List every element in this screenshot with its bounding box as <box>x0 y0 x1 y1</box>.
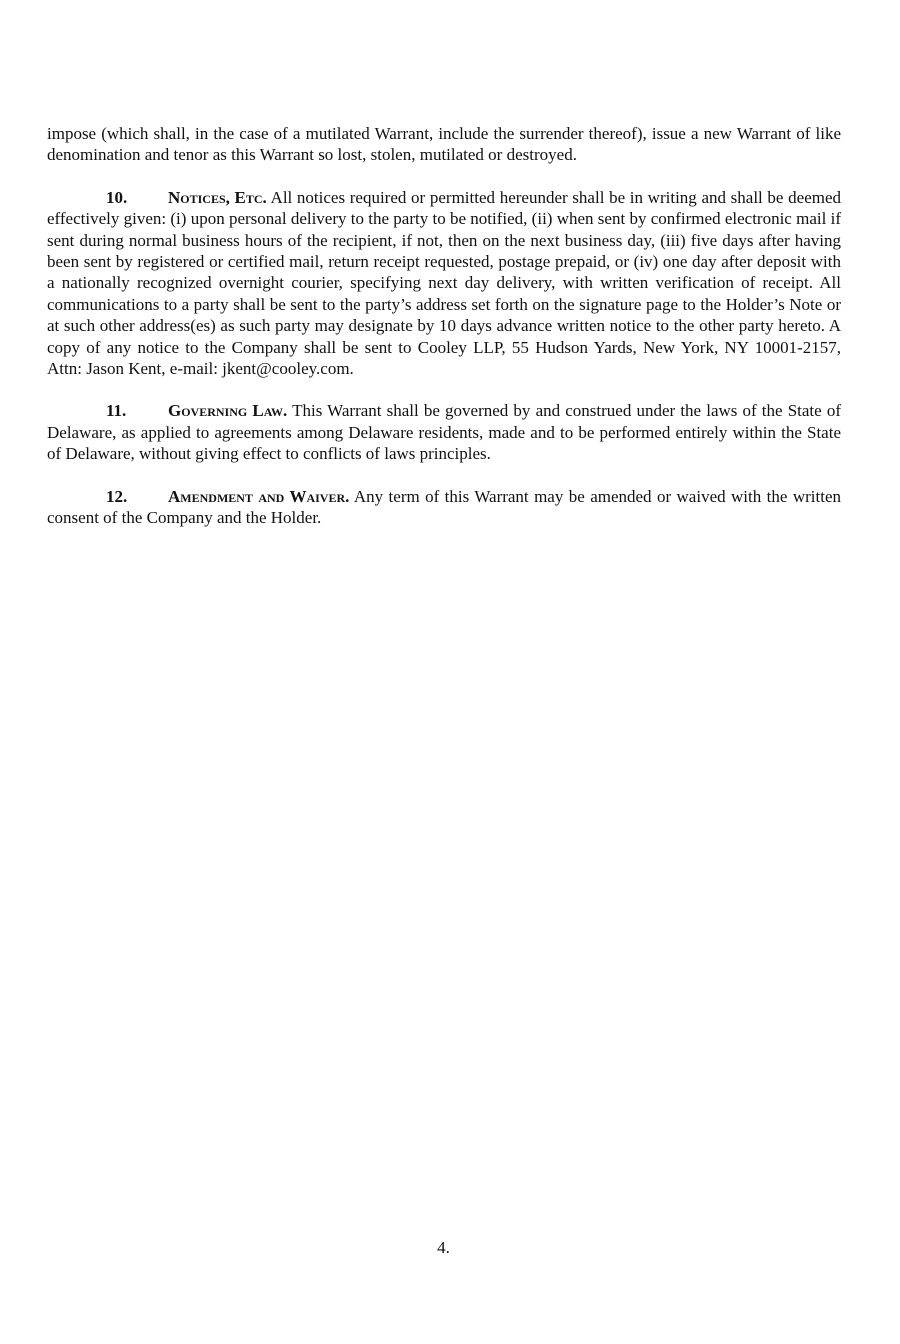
document-body <box>47 123 841 550</box>
page-number: 4. <box>437 1238 450 1257</box>
section-11-governing-law <box>47 400 841 464</box>
section-number: 11. <box>106 401 127 421</box>
section-text: All notices required or permitted hereunder shall be in writing and shall be deemed effectively given: (i) upon personal delivery to the party to be notified, (ii) when sent by confirmed electronic mail if sent during normal business hours of the recipient, if not, then on the next business day, (iii) five days after having been sent by registered or certified mail, return receipt requested, postage prepaid, or (iv) one day after deposit with a nationally recognized overnight courier, specifying next day delivery, with written verification of receipt. All communications to a party shall be sent to the party’s address set forth on the signature page to the Holder’s Note or at such other address(es) as such party may designate by 10 days advance written notice to the other party hereto. A copy of any notice to the Company shall be sent to Cooley LLP, 55 Hudson Yards, New York, NY 10001-2157, Attn: Jason Kent, e-mail: jkent@cooley.com. <box>47 187 842 379</box>
section-text: This Warrant shall be governed by and construed under the laws of the State of Delaware, as applied to agreements among Delaware residents, made and to be performed entirely within the State of Delaware, without giving effect to conflicts of laws principles. <box>47 401 841 464</box>
paragraph-continuation <box>47 123 841 166</box>
section-heading: Notices, Etc. <box>168 187 267 207</box>
section-12-amendment-and-waiver <box>47 486 841 529</box>
section-text: Any term of this Warrant may be amended or waived with the written consent of the Company and the Holder. <box>47 486 841 528</box>
section-heading: Amendment and Waiver. <box>168 486 350 506</box>
section-number: 10. <box>106 187 128 207</box>
section-heading: Governing Law. <box>168 401 288 421</box>
paragraph-text: impose (which shall, in the case of a mutilated Warrant, include the surrender thereof), issue a new Warrant of like denomination and tenor as this Warrant so lost, stolen, mutilated or destroyed. <box>47 124 841 165</box>
section-10-notices <box>47 187 841 380</box>
section-number: 12. <box>106 486 128 506</box>
